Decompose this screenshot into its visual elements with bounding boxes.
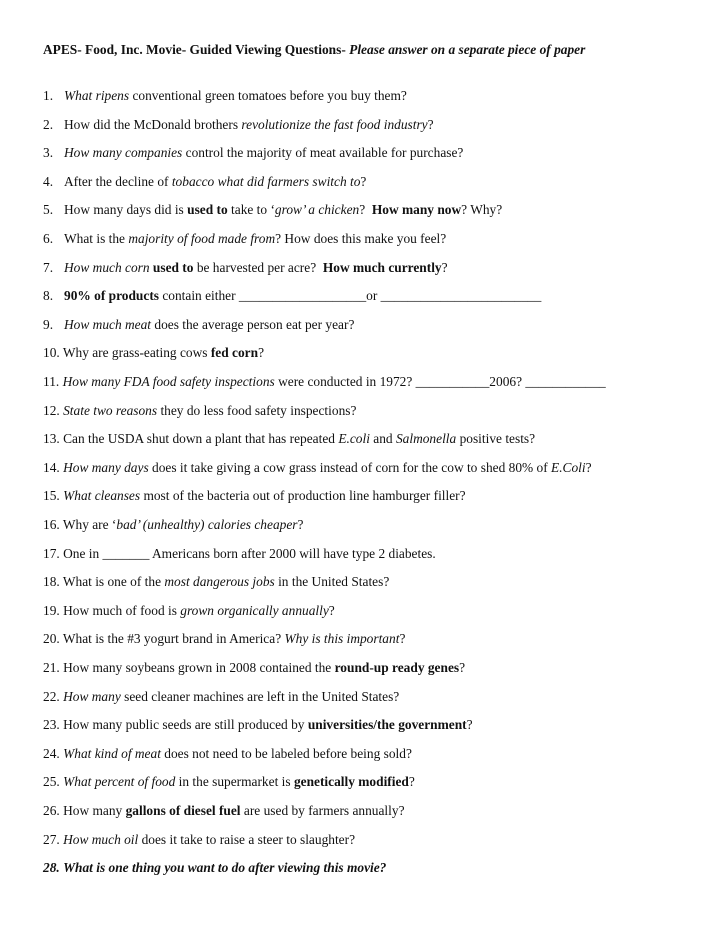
question-text: in the supermarket is [175,774,294,790]
question-text: What is the [64,231,129,246]
question-text: How much meat [64,316,152,332]
question-21 [43,659,465,677]
question-number: 26. [43,803,60,818]
question-text: most dangerous jobs [164,574,275,590]
question-number: 4. [43,173,54,189]
question-text: How many now [371,202,462,218]
question-text: What cleanses [63,488,141,504]
question-number: 8. [43,288,54,304]
question-text: ? [360,173,367,189]
question-10 [43,344,264,362]
question-number: 22. [43,688,60,704]
question-8 [43,287,541,305]
question-text: revolutionize the fast food industry [241,116,428,132]
question-number: 12. [43,402,60,418]
question-text: positive tests? [456,431,536,447]
question-4 [43,173,366,191]
question-text: round-up ready genes [334,660,460,675]
question-text: ? [399,631,406,647]
question-text: ? [328,602,335,618]
question-text: How much oil [63,831,139,847]
question-text: How many days did is [64,202,188,218]
question-text: take to ‘ [227,202,275,218]
question-text: What percent of food [63,774,176,790]
question-number: 15. [43,488,60,504]
title-instruction: Please answer on a separate piece of paper [345,42,586,57]
question-text: Why is this important [284,631,400,647]
question-number: 1. [43,88,54,103]
question-text: What is the #3 yogurt brand in America? [62,631,285,647]
question-number: 13. [43,431,60,447]
question-text: After the decline of [64,173,172,189]
question-13 [43,430,535,448]
question-text: How many [63,688,121,704]
question-20 [43,630,405,648]
question-number: 16. [43,517,60,532]
question-text: How many public seeds are still produced by [63,717,308,733]
question-text: How many companies [64,145,183,161]
question-9 [43,316,354,334]
question-text: How much of food is [63,602,181,618]
question-text: they do less food safety inspections? [157,402,357,418]
question-number: 28. [43,860,60,876]
question-number: 2. [43,116,54,132]
question-text: ? [459,660,466,675]
question-text: does the average person eat per year? [151,316,355,332]
question-text: seed cleaner machines are left in the United States? [120,688,400,704]
question-text: ? [359,202,372,218]
question-6 [43,230,446,248]
question-number: 9. [43,316,54,332]
question-number: 17. [43,545,60,561]
question-22 [43,688,399,706]
question-number: 5. [43,202,54,218]
question-text: ? How does this make you feel? [275,231,447,246]
question-17 [43,545,436,563]
question-text: ? [427,116,434,132]
question-15 [43,487,466,505]
question-number: 14. [43,459,60,475]
question-text: bad’ (unhealthy) calories cheaper [116,517,298,532]
question-text: grow’ a chicken [274,202,360,218]
question-text: gallons of diesel fuel [125,803,241,818]
question-text: and [369,431,396,447]
question-text: conventional green tomatoes before you buy them? [129,88,407,103]
question-text: ? [258,345,265,361]
question-number: 6. [43,231,54,246]
question-text: used to [187,202,228,218]
question-text: E.coli [338,431,370,447]
question-text: universities/the government [307,717,467,733]
question-2 [43,116,434,134]
question-text: were conducted in 1972? ___________2006? ____________ [274,374,606,389]
question-number: 23. [43,717,60,733]
question-text: ? [408,774,415,790]
question-12 [43,402,356,420]
question-18 [43,573,389,591]
question-number: 11. [43,374,60,389]
question-number: 3. [43,145,54,161]
question-1 [43,87,407,105]
question-28 [43,859,386,877]
question-text: ? [297,517,304,532]
question-text: How many days [63,459,149,475]
question-text: ? [466,717,473,733]
question-14 [43,459,592,477]
question-text: What is one thing you want to do after viewing this movie? [63,860,387,876]
question-7 [43,259,448,277]
question-number: 7. [43,259,54,275]
question-text: ? [585,459,592,475]
question-text: Salmonella [395,431,457,447]
question-text: does not need to be labeled before being sold? [160,745,412,761]
question-27 [43,831,355,849]
question-text: What is one of the [62,574,165,590]
question-text: What kind of meat [63,745,161,761]
title-main: APES- Food, Inc. Movie- Guided Viewing Questions- [43,42,346,57]
question-text: One in _______ Americans born after 2000 will have type 2 diabetes. [63,545,436,561]
question-number: 21. [43,660,60,675]
question-text: most of the bacteria out of production line hamburger filler? [140,488,466,504]
question-number: 20. [43,631,60,647]
question-5 [43,201,502,219]
question-text: Why are grass-eating cows [62,345,211,361]
question-23 [43,716,473,734]
question-text: fed corn [210,345,259,361]
question-text: majority of food made from [128,231,276,246]
page-title [43,42,585,58]
question-text: grown organically annually [180,602,329,618]
question-text: be harvested per acre? [193,259,323,275]
question-text: genetically modified [293,774,409,790]
question-text: used to [152,259,194,275]
question-text: How many FDA food safety inspections [62,374,275,389]
question-text: How many soybeans grown in 2008 contained the [63,660,335,675]
question-11 [43,373,606,391]
question-3 [43,144,463,162]
question-text: does it take to raise a steer to slaughter? [138,831,356,847]
question-16 [43,516,303,534]
question-text: Can the USDA shut down a plant that has repeated [63,431,339,447]
question-text: How did the McDonald brothers [64,116,242,132]
question-number: 24. [43,745,60,761]
question-text: Why are ‘ [62,517,117,532]
question-text: 90% of products [64,288,159,304]
question-text: What ripens [64,88,130,103]
question-24 [43,745,412,763]
question-text: contain either ___________________or ________________________ [158,288,542,304]
question-number: 27. [43,831,60,847]
question-text: E.Coli [551,459,586,475]
question-text: does it take giving a cow grass instead of corn for the cow to shed 80% of [148,459,552,475]
question-text: control the majority of meat available for purchase? [182,145,464,161]
question-text: How many [63,803,126,818]
question-text: How much corn [64,259,150,275]
question-text: ? Why? [461,202,503,218]
question-text: State two reasons [63,402,158,418]
question-number: 18. [43,574,60,590]
question-text: ? [441,259,448,275]
question-19 [43,602,335,620]
question-text: in the United States? [274,574,390,590]
question-number: 10. [43,345,60,361]
question-25 [43,773,415,791]
question-26 [43,802,405,820]
question-text: How much currently [322,259,442,275]
question-text: tobacco what did farmers switch to [171,173,361,189]
question-number: 25. [43,774,60,790]
question-number: 19. [43,602,60,618]
question-text: are used by farmers annually? [240,803,405,818]
